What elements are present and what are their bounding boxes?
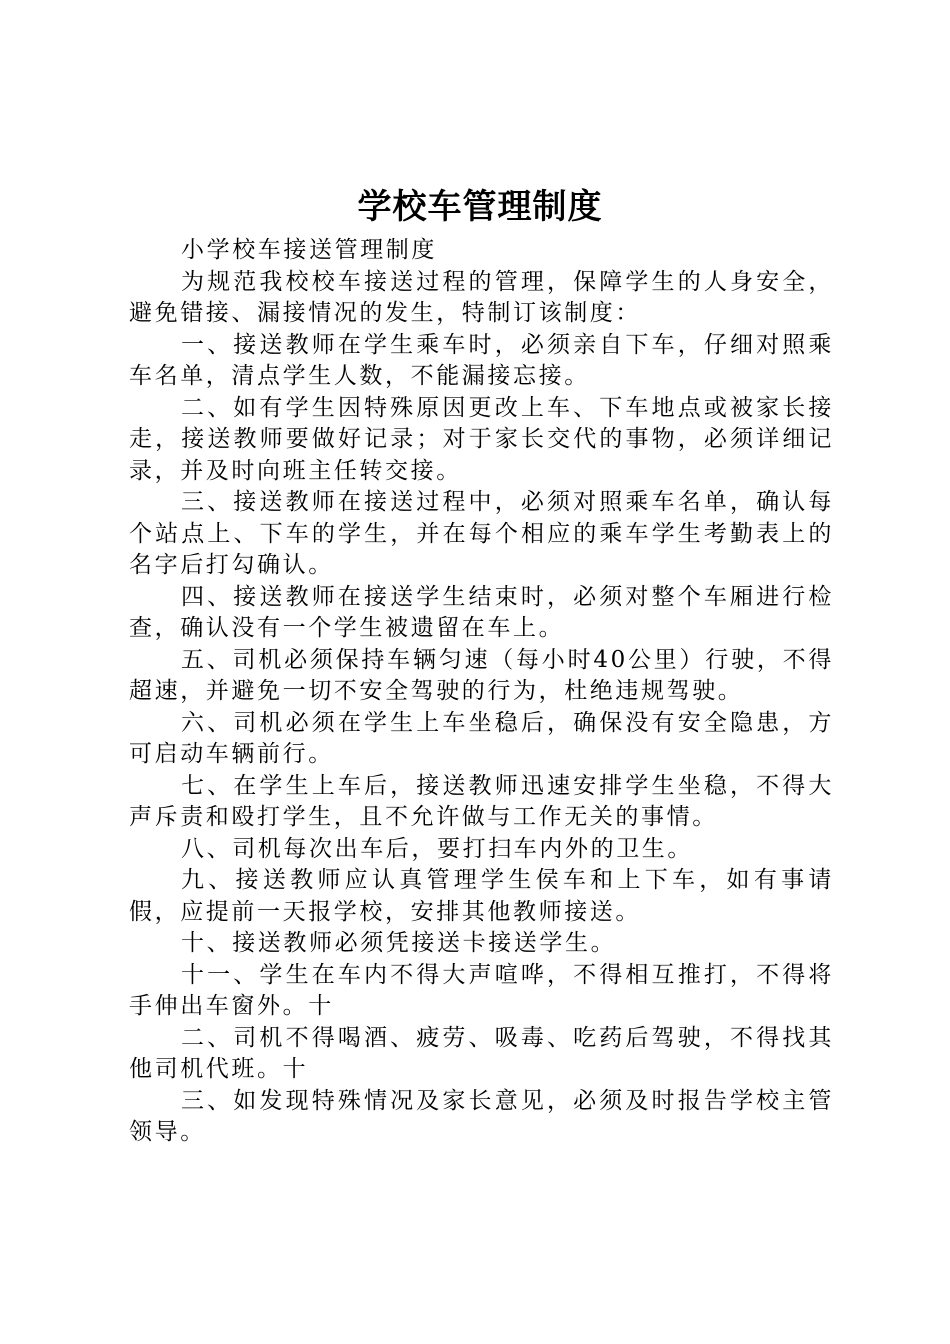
- document-title: 学校车管理制度: [357, 187, 603, 227]
- paragraph-subtitle: 小学校车接送管理制度: [181, 237, 437, 263]
- paragraph-rule-8: 八、司机每次出车后，要打扫车内外的卫生。: [181, 835, 693, 862]
- paragraph-rule-3: 三、接送教师在接送过程中，必须对照乘车名单，确认每个站点上、下车的学生，并在每个相应的乘车学生考勤表上的名字后打勾确认。: [129, 489, 834, 578]
- paragraph-rule-10: 十、接送教师必须凭接送卡接送学生。: [181, 930, 617, 956]
- document-body: [129, 235, 834, 1149]
- paragraph-rule-13: 三、如发现特殊情况及家长意见，必须及时报告学校主管领导。: [129, 1087, 834, 1145]
- paragraph-rule-2: 二、如有学生因特殊原因更改上车、下车地点或被家长接走，接送教师要做好记录；对于家长交代的事物，必须详细记录，并及时向班主任转交接。: [129, 394, 834, 484]
- paragraph-rule-4: 四、接送教师在接送学生结束时，必须对整个车厢进行检查，确认没有一个学生被遗留在车上。: [129, 583, 834, 641]
- paragraph-rule-6: 六、司机必须在学生上车坐稳后，确保没有安全隐患，方可启动车辆前行。: [129, 709, 834, 767]
- paragraph-rule-5: 五、司机必须保持车辆匀速（每小时40公里）行驶，不得超速，并避免一切不安全驾驶的行为，杜绝违规驾驶。: [129, 646, 834, 704]
- paragraph-rule-11: 十一、学生在车内不得大声喧哗，不得相互推打，不得将手伸出车窗外。十: [129, 961, 834, 1019]
- paragraph-intro: 为规范我校校车接送过程的管理，保障学生的人身安全，避免错接、漏接情况的发生，特制订该制度：: [129, 268, 834, 326]
- paragraph-rule-1: 一、接送教师在学生乘车时，必须亲自下车，仔细对照乘车名单，清点学生人数，不能漏接忘接。: [129, 331, 834, 389]
- paragraph-rule-9: 九、接送教师应认真管理学生侯车和上下车，如有事请假，应提前一天报学校，安排其他教师接送。: [129, 867, 834, 925]
- paragraph-rule-7: 七、在学生上车后，接送教师迅速安排学生坐稳，不得大声斥责和殴打学生，且不允许做与工作无关的事情。: [129, 772, 834, 830]
- paragraph-rule-12: 二、司机不得喝酒、疲劳、吸毒、吃药后驾驶，不得找其他司机代班。十: [129, 1024, 834, 1082]
